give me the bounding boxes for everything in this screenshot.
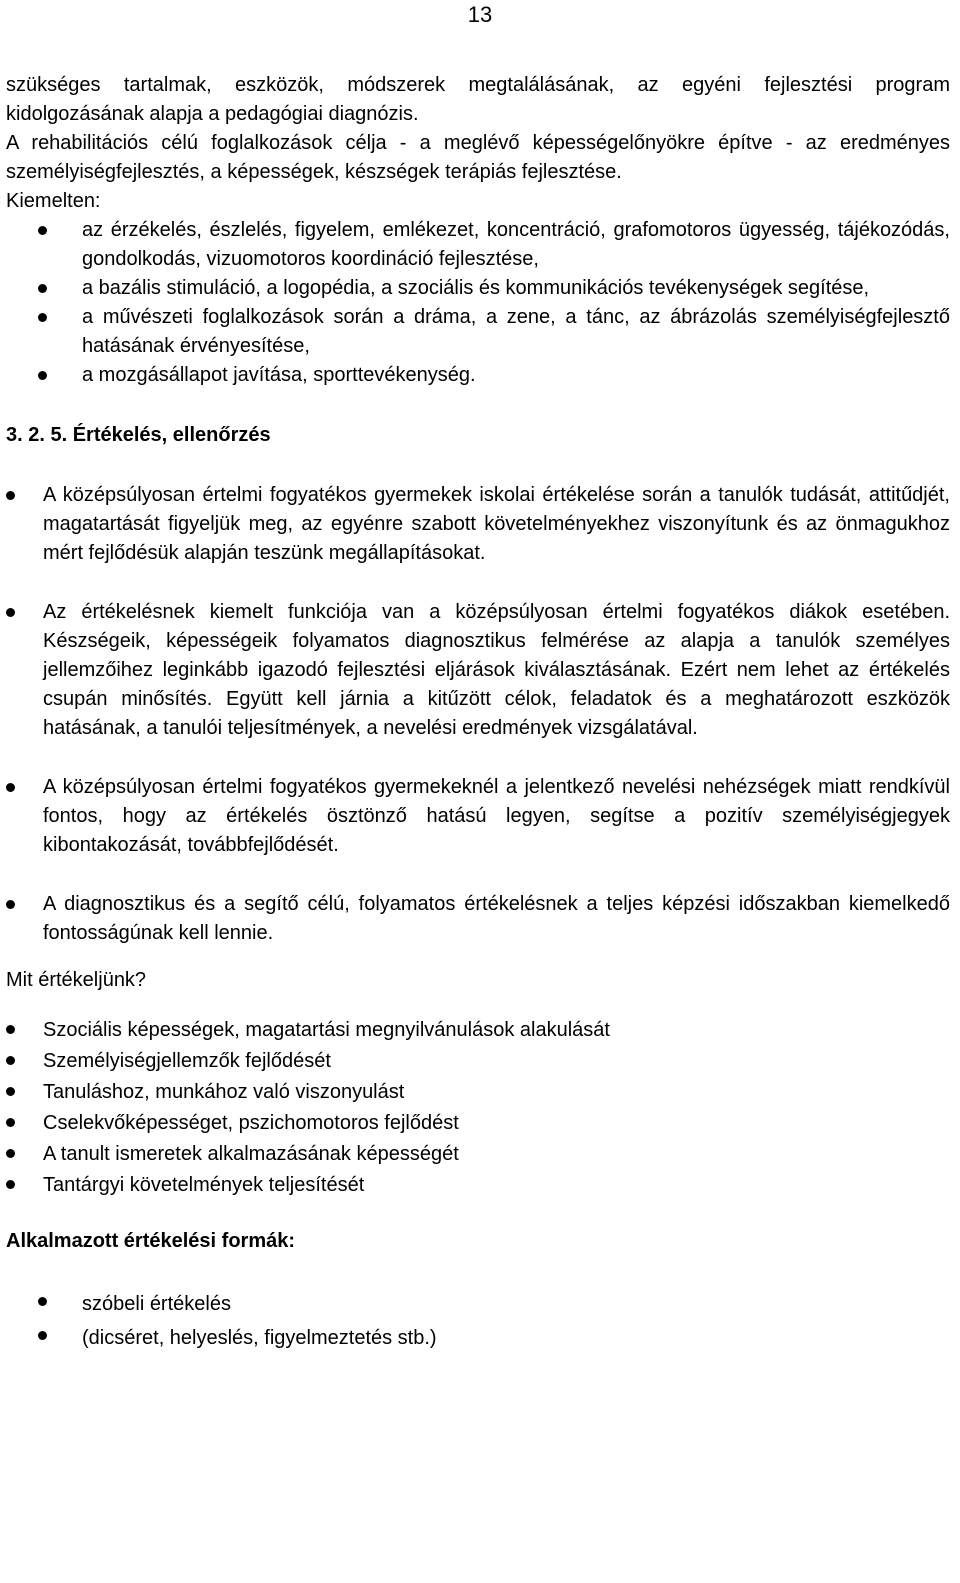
list-item: A középsúlyosan értelmi fogyatékos gyermekek iskolai értékelése során a tanulók tudását, attitűdjét, magatartását figyeljük meg, az egyénre szabott követelményekhez viszonyítunk és az önmagukhoz mért fejlődésük alapján teszünk megállapításokat. xyxy=(6,481,950,568)
list-item: (dicséret, helyeslés, figyelmeztetés stb.) xyxy=(6,1321,950,1355)
list-item: Személyiségjellemzők fejlődését xyxy=(6,1046,950,1077)
list-item: a mozgásállapot javítása, sporttevékenység. xyxy=(6,361,950,390)
list-item: a művészeti foglalkozások során a dráma, a zene, a tánc, az ábrázolás személyiségfejlesztő hatásának érvényesítése, xyxy=(6,303,950,361)
page-number: 13 xyxy=(467,2,493,27)
list-item: Tanuláshoz, munkához való viszonyulást xyxy=(6,1077,950,1108)
list-item: Az értékelésnek kiemelt funkciója van a középsúlyosan értelmi fogyatékos diákok esetében. Készségeik, képességeik folyamatos diagnosztikus felmérése az alapja a tanulók személyes jellemzőihez leginkább igazodó fejlesztési eljárások kiválasztásának. Ezért nem lehet az értékelés csupán minősítés. Együtt kell járnia a kitűzött célok, feladatok és a meghatározott eszközök hatásának, a tanulói teljesítmények, a nevelési eredmények vizsgálatával. xyxy=(6,598,950,743)
list-item: a bazális stimuláció, a logopédia, a szociális és kommunikációs tevékenységek segítése, xyxy=(6,274,950,303)
what-question: Mit értékeljünk? xyxy=(6,969,147,991)
what-list xyxy=(6,1015,950,1201)
document-body xyxy=(6,71,950,1355)
section-heading: 3. 2. 5. Értékelés, ellenőrzés xyxy=(6,424,271,446)
evaluation-list xyxy=(6,481,950,948)
forms-list xyxy=(6,1287,950,1355)
list-item: Szociális képességek, magatartási megnyilvánulások alakulását xyxy=(6,1015,950,1046)
intro-paragraph-2: A rehabilitációs célú foglalkozások célja - a meglévő képességelőnyökre építve - az eredményes személyiségfejlesztés, a képességek, készségek terápiás fejlesztése. xyxy=(6,132,950,183)
list-item: az érzékelés, észlelés, figyelem, emlékezet, koncentráció, grafomotoros ügyesség, tájékozódás, gondolkodás, vizuomotoros koordináció fejlesztése, xyxy=(6,216,950,274)
list-item: A tanult ismeretek alkalmazásának képességét xyxy=(6,1139,950,1170)
intro-paragraph-1: szükséges tartalmak, eszközök, módszerek megtalálásának, az egyéni fejlesztési program kidolgozásának alapja a pedagógiai diagnózis. xyxy=(6,74,950,125)
list-item: szóbeli értékelés xyxy=(6,1287,950,1321)
development-list xyxy=(6,216,950,390)
list-item: A diagnosztikus és a segítő célú, folyamatos értékelésnek a teljes képzési időszakban kiemelkedő fontosságúnak kell lennie. xyxy=(6,890,950,948)
list-item: A középsúlyosan értelmi fogyatékos gyermekeknél a jelentkező nevelési nehézségek miatt rendkívül fontos, hogy az értékelés ösztönző hatású legyen, segítse a pozitív személyiségjegyek kibontakozását, továbbfejlődését. xyxy=(6,773,950,860)
intro-lead: Kiemelten: xyxy=(6,190,101,212)
list-item: Tantárgyi követelmények teljesítését xyxy=(6,1170,950,1201)
forms-heading: Alkalmazott értékelési formák: xyxy=(6,1230,296,1252)
list-item: Cselekvőképességet, pszichomotoros fejlődést xyxy=(6,1108,950,1139)
